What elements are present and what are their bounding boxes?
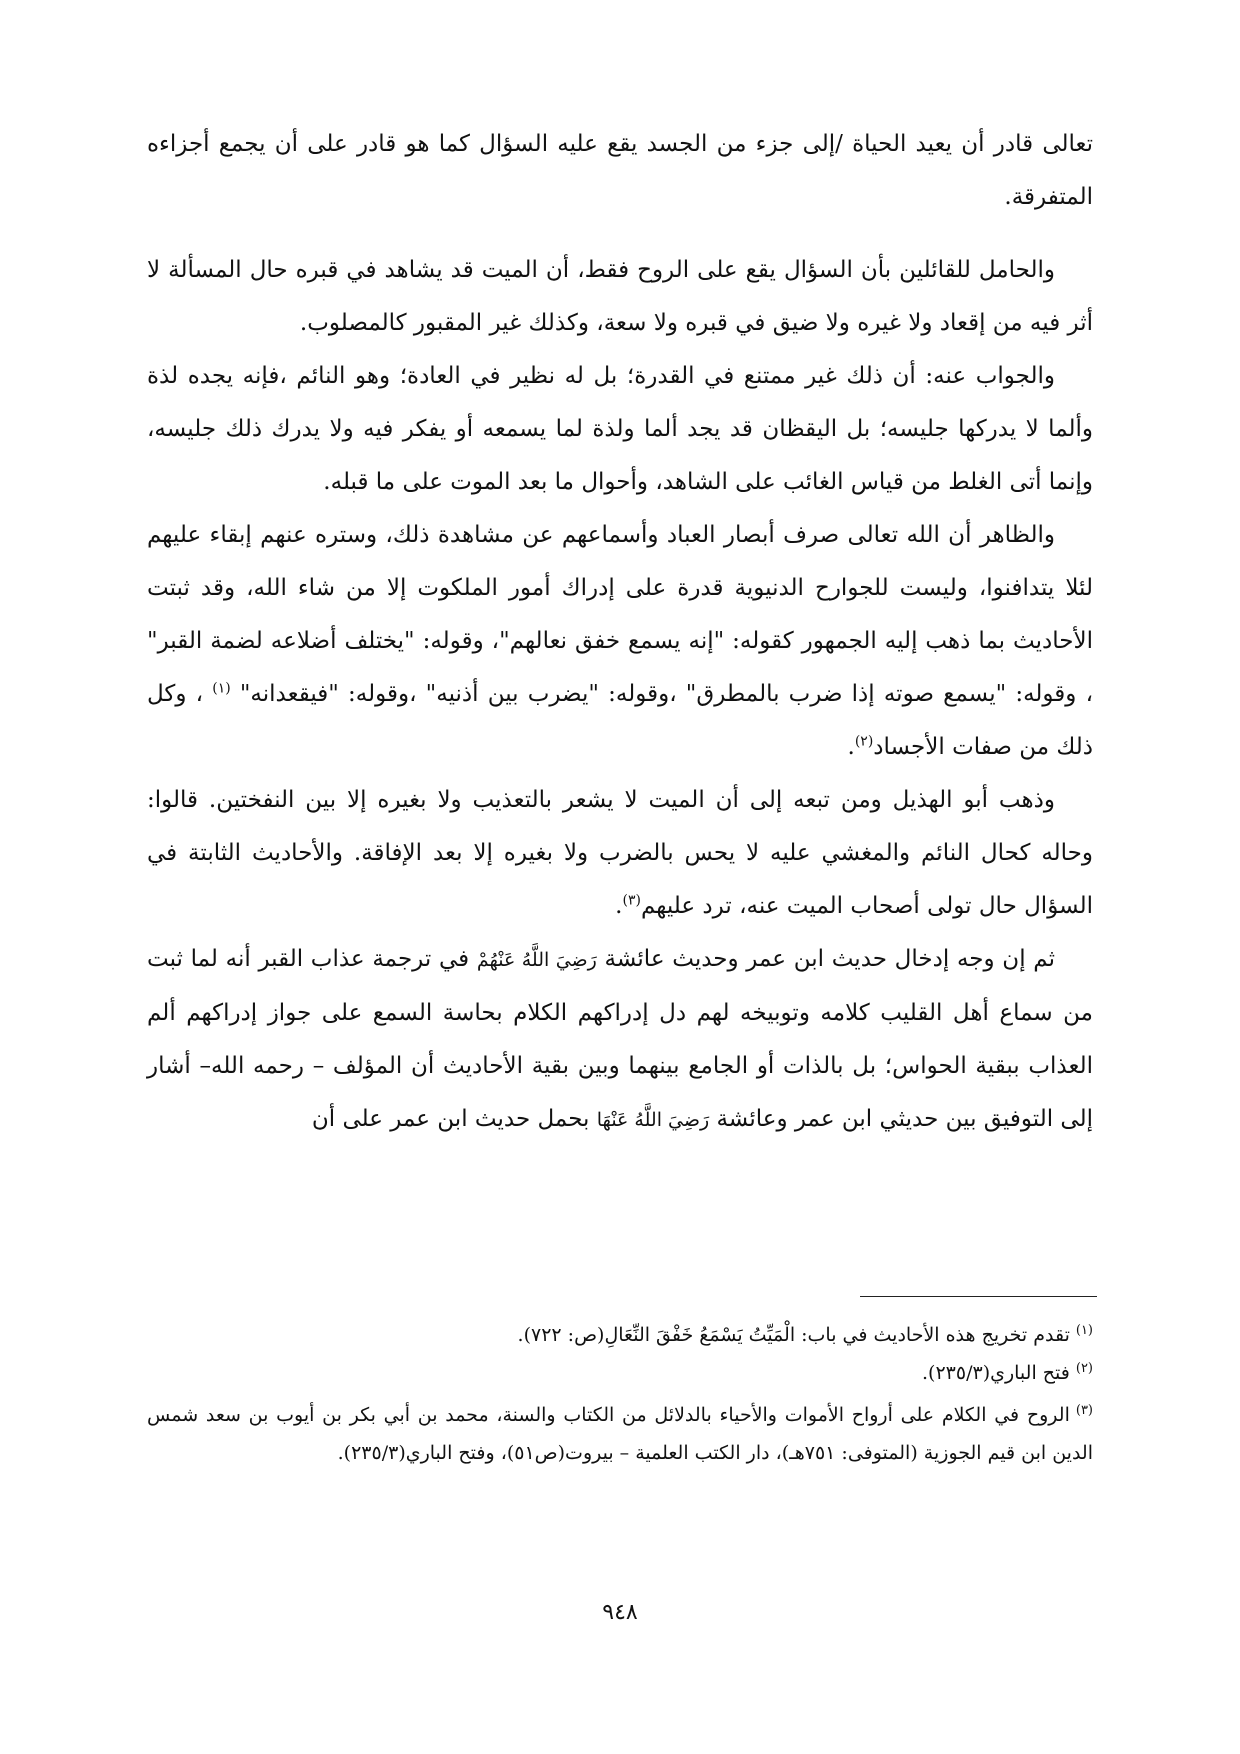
paragraph-6-text-b: في ترجمة عذاب القبر أنه لما ثبت من سماع أهل القليب كلامه وتوبيخه لهم دل إدراكهم الكلام بحاسة السمع على جواز إدراكهم ألم العذاب ببقية الحواس؛ بل بالذات أو الجامع بينهما وبين بقية الأحاديث أن المؤلف – رحمه الله– أشار إلى التوفيق بين حديثي ابن عمر وعائشة	[147, 946, 1093, 1132]
honorific-ligature-1: رَضِيَ اللَّهُ عَنْهُمْ	[476, 949, 597, 971]
footnote-2	[147, 1354, 1093, 1392]
paragraph-1	[147, 118, 1093, 224]
paragraph-4-end: .	[847, 734, 855, 760]
footnotes	[147, 1316, 1093, 1472]
paragraph-6	[147, 933, 1093, 1147]
paragraph-4-text: والظاهر أن الله تعالى صرف أبصار العباد وأسماعهم عن مشاهدة ذلك، وستره عنهم إبقاء عليهم لئلا يتدافنوا، وليست للجوارح الدنيوية قدرة على إدراك أمور الملكوت إلا من شاء الله، وقد ثبتت الأحاديث بما ذهب إليه الجمهور كقوله: "إنه يسمع خفق نعالهم"، وقوله: "يختلف أضلاعه لضمة القبر" ، وقوله: "يسمع صوته إذا ضرب بالمطرق" ،وقوله: "يضرب بين أذنيه" ،وقوله: "فيقعدانه"	[147, 522, 1093, 707]
main-text	[147, 118, 1093, 1147]
footnote-marker-3: (٣)	[1075, 1402, 1093, 1418]
page-number: ٩٤٨	[602, 1600, 638, 1625]
paragraph-5	[147, 774, 1093, 933]
paragraph-5-end: .	[615, 893, 623, 919]
paragraph-1-text: تعالى قادر أن يعيد الحياة /إلى جزء من الجسد يقع عليه السؤال كما هو قادر على أن يجمع أجزاءه المتفرقة.	[147, 131, 1093, 210]
paragraph-2	[147, 244, 1093, 350]
paragraph-6-text-c: بحمل حديث ابن عمر على أن	[311, 1106, 597, 1132]
paragraph-2-text: والحامل للقائلين بأن السؤال يقع على الروح فقط، أن الميت قد يشاهد في قبره حال المسألة لا أثر فيه من إقعاد ولا غيره ولا ضيق في قبره ولا سعة، وكذلك غير المقبور كالمصلوب.	[147, 257, 1093, 336]
footnote-text-1: تقدم تخريج هذه الأحاديث في باب: الْمَيِّتُ يَسْمَعُ خَفْقَ النِّعَالِ(ص: ٧٢٢).	[517, 1324, 1070, 1346]
paragraph-6-text-a: ثم إن وجه إدخال حديث ابن عمر وحديث عائشة	[596, 946, 1055, 972]
footnote-ref-2[interactable]: (٢)	[854, 733, 874, 750]
footnote-separator	[860, 1296, 1097, 1297]
paragraph-3	[147, 350, 1093, 509]
honorific-ligature-2: رَضِيَ اللَّهُ عَنْهَا	[596, 1109, 710, 1131]
paragraph-4-text-mid: ، وكل ذلك من صفات الأجساد	[147, 681, 1093, 760]
paragraph-4	[147, 509, 1093, 774]
footnote-text-2: فتح الباري(٢٣٥/٣).	[922, 1362, 1070, 1384]
footnote-text-3: الروح في الكلام على أرواح الأموات والأحياء بالدلائل من الكتاب والسنة، محمد بن أبي بكر بن أيوب بن سعد شمس الدين ابن قيم الجوزية (المتوفى: ٧٥١هـ)، دار الكتب العلمية – بيروت(ص٥١)، وفتح الباري(٢٣٥/٣).	[147, 1404, 1093, 1464]
paragraph-5-text: وذهب أبو الهذيل ومن تبعه إلى أن الميت لا يشعر بالتعذيب ولا بغيره إلا بين النفختين. قالوا: وحاله كحال النائم والمغشي عليه لا يحس بالضرب ولا بغيره إلا بعد الإفاقة. والأحاديث الثابتة في السؤال حال تولى أصحاب الميت عنه، ترد عليهم	[147, 787, 1093, 919]
footnote-3	[147, 1396, 1093, 1472]
paragraph-3-text: والجواب عنه: أن ذلك غير ممتنع في القدرة؛ بل له نظير في العادة؛ وهو النائم ،فإنه يجده لذة وألما لا يدركها جليسه؛ بل اليقظان قد يجد ألما ولذة لما يسمعه أو يفكر فيه ولا يدرك ذلك جليسه، وإنما أتى الغلط من قياس الغائب على الشاهد، وأحوال ما بعد الموت على ما قبله.	[147, 363, 1093, 495]
footnote-marker-2: (٢)	[1075, 1360, 1093, 1376]
footnote-marker-1: (١)	[1075, 1322, 1093, 1338]
footnote-ref-3[interactable]: (٣)	[622, 892, 641, 909]
footnote-1	[147, 1316, 1093, 1354]
footnote-ref-1[interactable]: (١)	[212, 680, 231, 697]
